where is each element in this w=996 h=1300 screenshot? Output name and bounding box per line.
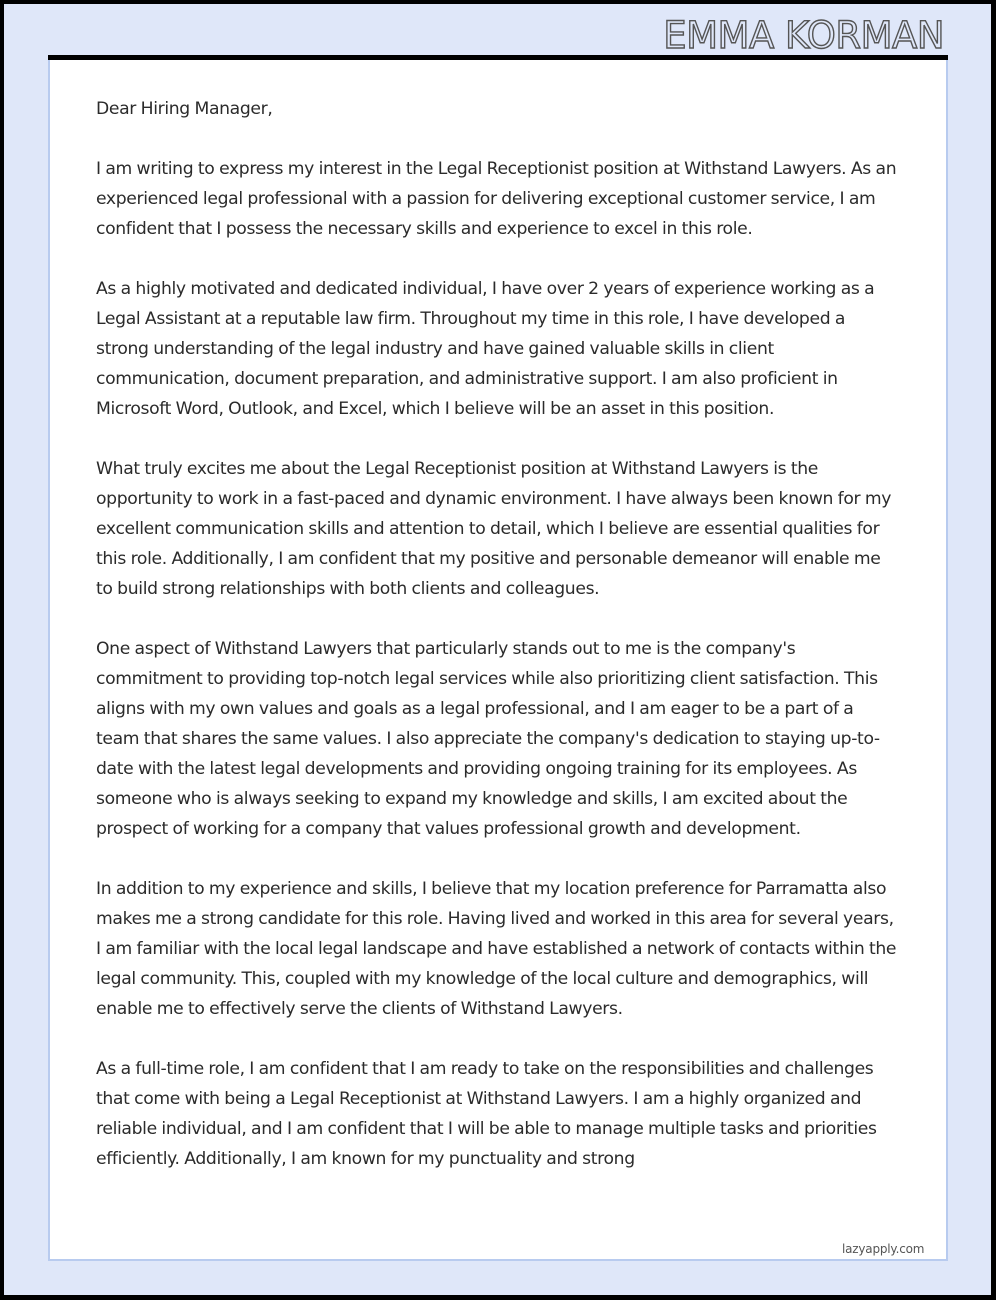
paragraph-5: In addition to my experience and skills, I believe that my location preference for Parramatta also makes me a strong candidate for this role. Having lived and worked in this area for several years, I am familiar with the local legal landscape and have established a network of contacts within the legal community. This, coupled with my knowledge of the local culture and demographics, will enable me to effectively serve the clients of Withstand Lawyers. [96,879,897,1019]
paragraph-2: As a highly motivated and dedicated individual, I have over 2 years of experience working as a Legal Assistant at a reputable law firm. Throughout my time in this role, I have developed a strong understanding of the legal industry and have gained valuable skills in client communication, document preparation, and administrative support. I am also proficient in Microsoft Word, Outlook, and Excel, which I believe will be an asset in this position. [96,279,875,419]
paragraph-1: I am writing to express my interest in the Legal Receptionist position at Withstand Lawyers. As an experienced legal professional with a passion for delivering exceptional customer service, I am confident that I possess the necessary skills and experience to excel in this role. [96,159,897,239]
paragraph-6: As a full-time role, I am confident that I am ready to take on the responsibilities and challenges that come with being a Legal Receptionist at Withstand Lawyers. I am a highly organized and reliable individual, and I am confident that I will be able to manage multiple tasks and priorities efficiently. Additionally, I am known for my punctuality and strong [96,1059,877,1169]
bottom-frame [0,1295,996,1300]
paragraph-3: What truly excites me about the Legal Receptionist position at Withstand Lawyers is the opportunity to work in a fast-paced and dynamic environment. I have always been known for my excellent communication skills and attention to detail, which I believe are essential qualities for this role. Additionally, I am confident that my positive and personable demeanor will enable me to build strong relationships with both clients and colleagues. [96,459,892,599]
applicant-name: EMMA KORMAN [663,14,944,57]
salutation: Dear Hiring Manager, [96,99,273,119]
paragraph-4: One aspect of Withstand Lawyers that particularly stands out to me is the company's commitment to providing top-notch legal services while also prioritizing client satisfaction. This aligns with my own values and goals as a legal professional, and I am eager to be a part of a team that shares the same values. I also appreciate the company's dedication to staying up-to-date with the latest legal developments and providing ongoing training for its employees. As someone who is always seeking to expand my knowledge and skills, I am excited about the prospect of working for a company that values professional growth and development. [96,639,880,839]
watermark: lazyapply.com [842,1242,925,1256]
cover-letter-body [96,94,901,1204]
